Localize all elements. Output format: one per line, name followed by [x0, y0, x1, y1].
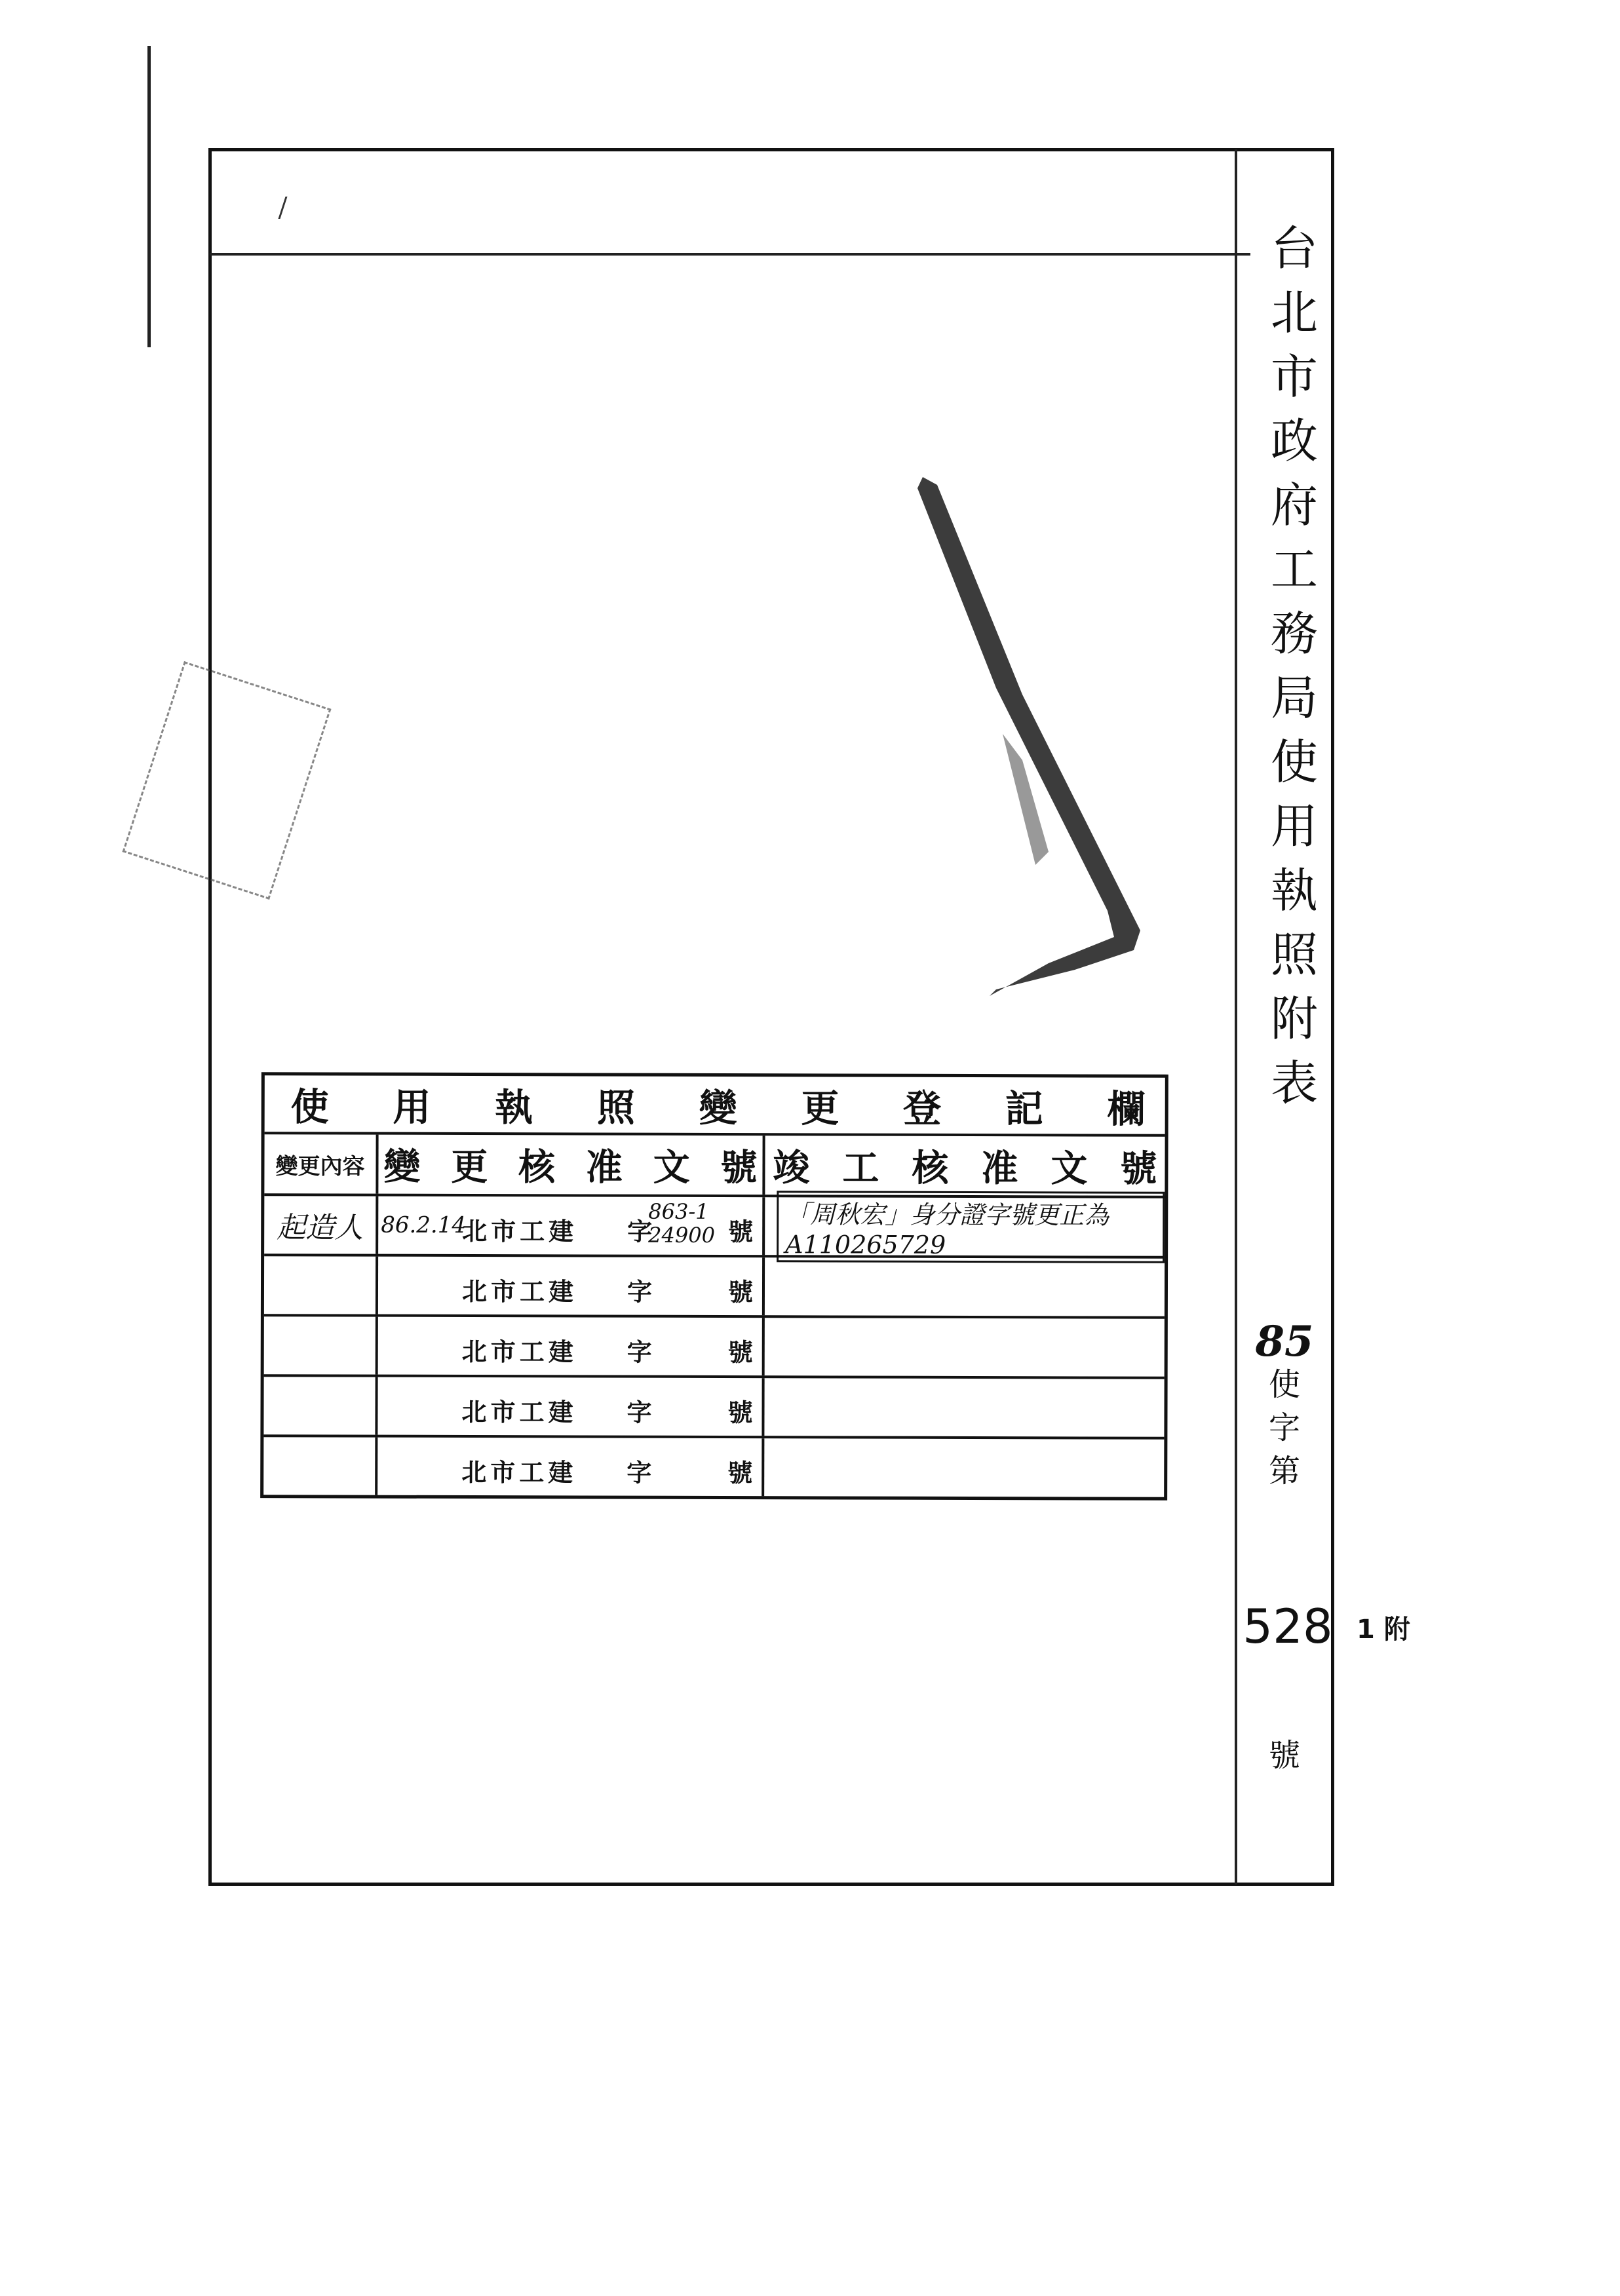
row-change-content: [263, 1437, 377, 1495]
header-char: 准: [585, 1145, 623, 1189]
table-title: [265, 1075, 1165, 1137]
table-title-char: 使: [290, 1084, 329, 1130]
row-dept: 北市工建: [461, 1276, 578, 1307]
header-change-approval: [378, 1135, 765, 1195]
row-hao: 號: [727, 1337, 753, 1368]
table-title-char: 變: [699, 1085, 737, 1131]
header-char: 核: [518, 1145, 556, 1189]
header-char: 文: [653, 1145, 690, 1189]
table-row: [263, 1437, 1164, 1497]
corner-mark: 1 附: [1357, 1615, 1410, 1645]
header-char: 更: [451, 1145, 488, 1189]
side-title-char: 用: [1270, 799, 1318, 854]
header-char: 號: [720, 1146, 758, 1190]
row-date: 86.2.14: [381, 1212, 467, 1239]
row-approval-number: [378, 1317, 765, 1376]
table-title-char: 更: [801, 1086, 839, 1131]
header-completion-approval: [765, 1136, 1165, 1196]
header-char: 核: [912, 1146, 949, 1190]
header-change-content: 變更內容: [264, 1134, 378, 1193]
row-dept: 北市工建: [461, 1336, 577, 1367]
row-dept: 北市工建: [462, 1215, 578, 1246]
table-row: [264, 1316, 1165, 1379]
header-char: 號: [1120, 1147, 1157, 1191]
row-number-top: 863-1: [648, 1198, 709, 1224]
table-title-char: 執: [495, 1085, 533, 1130]
row-dept: 北市工建: [461, 1457, 577, 1487]
row-zi: 字: [627, 1397, 652, 1427]
table-title-char: 照: [596, 1085, 636, 1130]
table-title-char: 登: [903, 1086, 942, 1131]
table-row: [264, 1196, 1165, 1259]
header-char: 竣: [773, 1146, 810, 1190]
permit-char: 字: [1268, 1409, 1300, 1446]
row-completion: [764, 1438, 1164, 1497]
side-title-char: 表: [1270, 1056, 1318, 1111]
change-registration-table: [260, 1072, 1168, 1501]
row-number: [648, 1200, 715, 1247]
row-dept: 北市工建: [461, 1396, 577, 1427]
side-title-char: 台: [1270, 221, 1318, 276]
side-title-char: 府: [1270, 478, 1318, 533]
row-zi: 字: [627, 1457, 652, 1487]
table-title-char: 記: [1005, 1086, 1043, 1132]
table-header-row: [264, 1134, 1165, 1198]
table-title-char: 用: [393, 1084, 431, 1130]
row-approval-number: [377, 1438, 764, 1497]
side-title-char: 執: [1270, 863, 1318, 918]
row-change-content: [264, 1316, 378, 1374]
row-completion: [765, 1318, 1165, 1377]
permit-char: 使: [1268, 1366, 1300, 1403]
header-char: 工: [842, 1146, 879, 1190]
row-approval-number: [378, 1257, 765, 1316]
side-title-char: 使: [1270, 735, 1318, 790]
header-char: 文: [1051, 1147, 1088, 1191]
row-completion: [765, 1257, 1165, 1316]
row-completion-text: 「周秋宏」身分證字號更正為A110265729: [777, 1191, 1165, 1263]
permit-serial-number: 528: [1243, 1599, 1333, 1654]
row-zi: 字: [627, 1276, 653, 1307]
row-zi: 字: [627, 1216, 653, 1246]
row-hao: 號: [728, 1217, 754, 1247]
table-row: [264, 1256, 1165, 1319]
row-change-content: [264, 1256, 378, 1314]
row-completion: [764, 1378, 1164, 1437]
row-change-content: [263, 1377, 377, 1434]
row-change-content: 起造人: [264, 1196, 378, 1253]
row-completion: [765, 1197, 1165, 1259]
row-number-bottom: 24900: [648, 1222, 716, 1248]
row-hao: 號: [727, 1398, 753, 1428]
table-title-char: 欄: [1107, 1086, 1146, 1132]
side-title-char: 政: [1270, 413, 1318, 469]
permit-year: 85: [1255, 1317, 1314, 1366]
header-char: 變: [383, 1145, 421, 1189]
permit-suffix: 號: [1268, 1737, 1300, 1774]
side-title-char: 北: [1270, 285, 1318, 340]
row-approval-number: [378, 1196, 765, 1255]
side-title-char: 市: [1270, 349, 1318, 404]
row-zi: 字: [627, 1337, 652, 1367]
side-title-char: 工: [1270, 542, 1318, 597]
row-approval-number: [377, 1377, 764, 1436]
side-title-char: 附: [1270, 991, 1318, 1046]
side-title-char: 局: [1270, 670, 1318, 725]
row-hao: 號: [727, 1277, 754, 1307]
permit-char: 第: [1268, 1453, 1300, 1489]
side-title-char: 務: [1270, 606, 1318, 661]
side-title-char: 照: [1270, 927, 1318, 982]
row-hao: 號: [727, 1458, 753, 1488]
header-char: 准: [981, 1147, 1018, 1191]
table-row: [263, 1377, 1164, 1440]
